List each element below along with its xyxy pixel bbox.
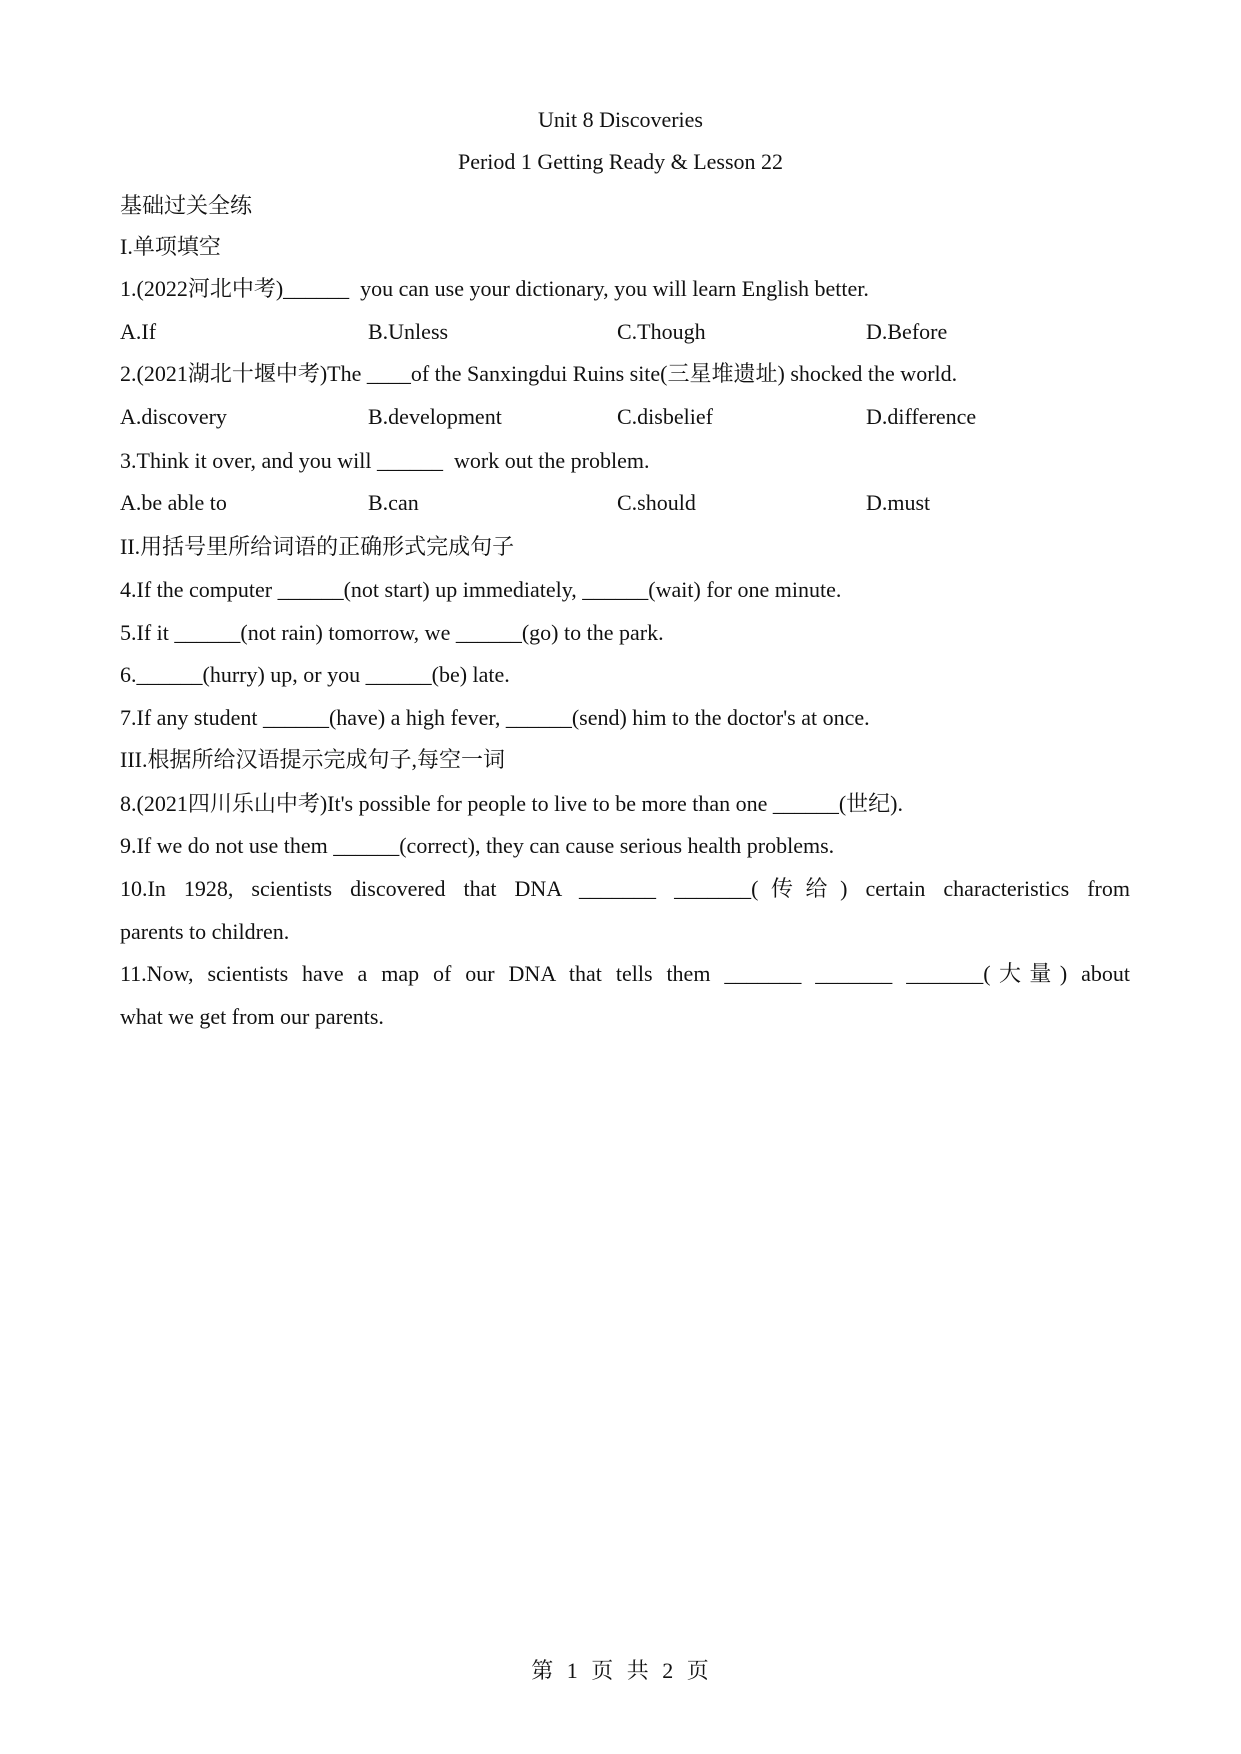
page-title: Unit 8 Discoveries xyxy=(538,107,703,132)
question-1: 1.(2022河北中考)______ you can use your dictionary, you will learn English better. xyxy=(120,276,869,301)
question-4: 4.If the computer ______(not start) up immediately, ______(wait) for one minute. xyxy=(120,577,842,602)
q2-option-b: B.development xyxy=(368,404,502,429)
question-5: 5.If it ______(not rain) tomorrow, we ______(go) to the park. xyxy=(120,620,664,645)
q1-option-d: D.Before xyxy=(866,319,948,344)
question-8: 8.(2021四川乐山中考)It's possible for people to live to be more than one ______(世纪). xyxy=(120,791,903,816)
q3-option-c: C.should xyxy=(617,490,696,515)
q1-option-b: B.Unless xyxy=(368,319,449,344)
q1-option-a: A.If xyxy=(120,319,157,344)
question-3: 3.Think it over, and you will ______ work out the problem. xyxy=(120,448,650,473)
q2-option-c: C.disbelief xyxy=(617,404,713,429)
page-footer: 第 1 页 共 2 页 xyxy=(531,1658,710,1683)
q3-option-b: B.can xyxy=(368,490,419,515)
question-11-line1: 11.Now, scientists have a map of our DNA that tells them _______ _______ _______(大量) about xyxy=(120,961,1130,986)
question-10-line2: parents to children. xyxy=(120,919,290,944)
part2-heading: II.用括号里所给词语的正确形式完成句子 xyxy=(120,534,515,559)
question-10-line1: 10.In 1928, scientists discovered that DNA _______ _______(传给) certain characteristics from xyxy=(120,876,1130,901)
question-6: 6.______(hurry) up, or you ______(be) late. xyxy=(120,662,510,687)
part3-heading: III.根据所给汉语提示完成句子,每空一词 xyxy=(120,747,505,772)
q3-option-d: D.must xyxy=(866,490,931,515)
question-9: 9.If we do not use them ______(correct), they can cause serious health problems. xyxy=(120,833,835,858)
section-heading: 基础过关全练 xyxy=(120,193,253,218)
page-subtitle: Period 1 Getting Ready & Lesson 22 xyxy=(457,149,784,174)
q3-option-a: A.be able to xyxy=(120,490,227,515)
q1-option-c: C.Though xyxy=(617,319,706,344)
part1-heading: I.单项填空 xyxy=(120,234,221,259)
q2-option-a: A.discovery xyxy=(120,404,227,429)
q2-option-d: D.difference xyxy=(866,404,977,429)
question-11-line2: what we get from our parents. xyxy=(120,1004,384,1029)
question-7: 7.If any student ______(have) a high fever, ______(send) him to the doctor's at once. xyxy=(120,705,870,730)
question-2: 2.(2021湖北十堰中考)The ____of the Sanxingdui Ruins site(三星堆遗址) shocked the world. xyxy=(120,361,958,386)
